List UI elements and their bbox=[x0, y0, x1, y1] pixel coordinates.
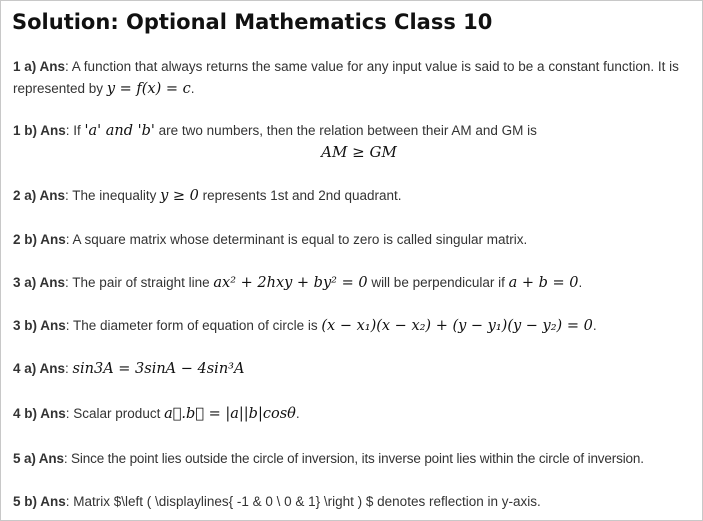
answer-label: 1 a) Ans bbox=[13, 59, 66, 74]
answer-4a: 4 a) Ans: sin3A = 3sinA − 4sin³A bbox=[13, 361, 245, 377]
answer-text: The inequality bbox=[72, 188, 161, 203]
answer-text: represents 1st and 2nd quadrant. bbox=[198, 188, 402, 203]
answer-math: a⃗.b⃗ = |a||b|cosθ bbox=[164, 406, 296, 422]
answer-text: Scalar product bbox=[73, 406, 165, 421]
answer-text: A square matrix whose determinant is equal to zero is called singular matrix. bbox=[72, 232, 528, 247]
answer-2b: 2 b) Ans: A square matrix whose determinant is equal to zero is called singular matrix. bbox=[13, 232, 528, 247]
answer-tail: . bbox=[190, 81, 195, 96]
answer-text: If bbox=[73, 123, 85, 138]
answer-text: The diameter form of equation of circle is bbox=[73, 318, 322, 333]
answer-math: y ≥ 0 bbox=[160, 188, 199, 204]
answer-text: The pair of straight line bbox=[72, 275, 214, 290]
answer-math-2: a + b = 0 bbox=[508, 275, 579, 291]
answer-label: 4 a) Ans bbox=[13, 361, 66, 376]
answer-label: 5 b) Ans bbox=[13, 494, 66, 509]
answer-math: sin3A = 3sinA − 4sin³A bbox=[72, 361, 245, 377]
answer-3a: 3 a) Ans: The pair of straight line ax² + 2hxy + by² = 0 will be perpendicular if a + b = 0. bbox=[13, 275, 583, 291]
answer-text: Since the point lies outside the circle of inversion, its inverse point lies within the circle of inversion. bbox=[71, 451, 644, 466]
answer-2a: 2 a) Ans: The inequality y ≥ 0 represents 1st and 2nd quadrant. bbox=[13, 188, 402, 204]
answer-1a: 1 a) Ans: A function that always returns the same value for any input value is said to be a constant function. It is represented by y = f(x) = c. bbox=[13, 59, 679, 97]
answer-math: (x − x₁)(x − x₂) + (y − y₁)(y − y₂) = 0 bbox=[321, 318, 593, 334]
answer-text: will be perpendicular if bbox=[367, 275, 509, 290]
answer-math: 'a' and 'b' bbox=[84, 123, 155, 139]
answer-tail: . bbox=[295, 406, 300, 421]
answer-1b: 1 b) Ans: If 'a' and 'b' are two numbers, then the relation between their AM and GM is AM ≥ GM bbox=[13, 120, 695, 162]
answer-text: are two numbers, then the relation between their AM and GM is bbox=[154, 123, 537, 138]
page-title: Solution: Optional Mathematics Class 10 bbox=[12, 10, 493, 34]
answer-math: ax² + 2hxy + by² = 0 bbox=[213, 275, 368, 291]
answer-label: 3 a) Ans bbox=[13, 275, 66, 290]
answer-label: 2 b) Ans bbox=[13, 232, 66, 247]
answer-label: 4 b) Ans bbox=[13, 406, 66, 421]
answer-5b: 5 b) Ans: Matrix $\left ( \displaylines{ -1 & 0 \ 0 & 1} \right ) $ denotes reflection in y-axis. bbox=[13, 494, 541, 509]
display-math: AM ≥ GM bbox=[321, 143, 397, 161]
answer-label: 2 a) Ans bbox=[13, 188, 66, 203]
answer-tail: . bbox=[578, 275, 583, 290]
answer-5a: 5 a) Ans: Since the point lies outside the circle of inversion, its inverse point lies within the circle of inversion. bbox=[13, 451, 644, 466]
answer-math: y = f(x) = c bbox=[106, 81, 191, 97]
answer-4b: 4 b) Ans: Scalar product a⃗.b⃗ = |a||b|cosθ. bbox=[13, 406, 300, 422]
answer-3b: 3 b) Ans: The diameter form of equation of circle is (x − x₁)(x − x₂) + (y − y₁)(y − y₂) = 0. bbox=[13, 318, 597, 334]
answer-tail: . bbox=[592, 318, 597, 333]
answer-text: A function that always returns the same value for any input value is said to be a constant function. It is represented by bbox=[13, 59, 679, 96]
answer-text: Matrix $\left ( \displaylines{ -1 & 0 \ 0 & 1} \right ) $ denotes reflection in y-axis. bbox=[73, 494, 541, 509]
answer-label: 1 b) Ans bbox=[13, 123, 66, 138]
answer-label: 5 a) Ans bbox=[13, 451, 64, 466]
answer-label: 3 b) Ans bbox=[13, 318, 66, 333]
